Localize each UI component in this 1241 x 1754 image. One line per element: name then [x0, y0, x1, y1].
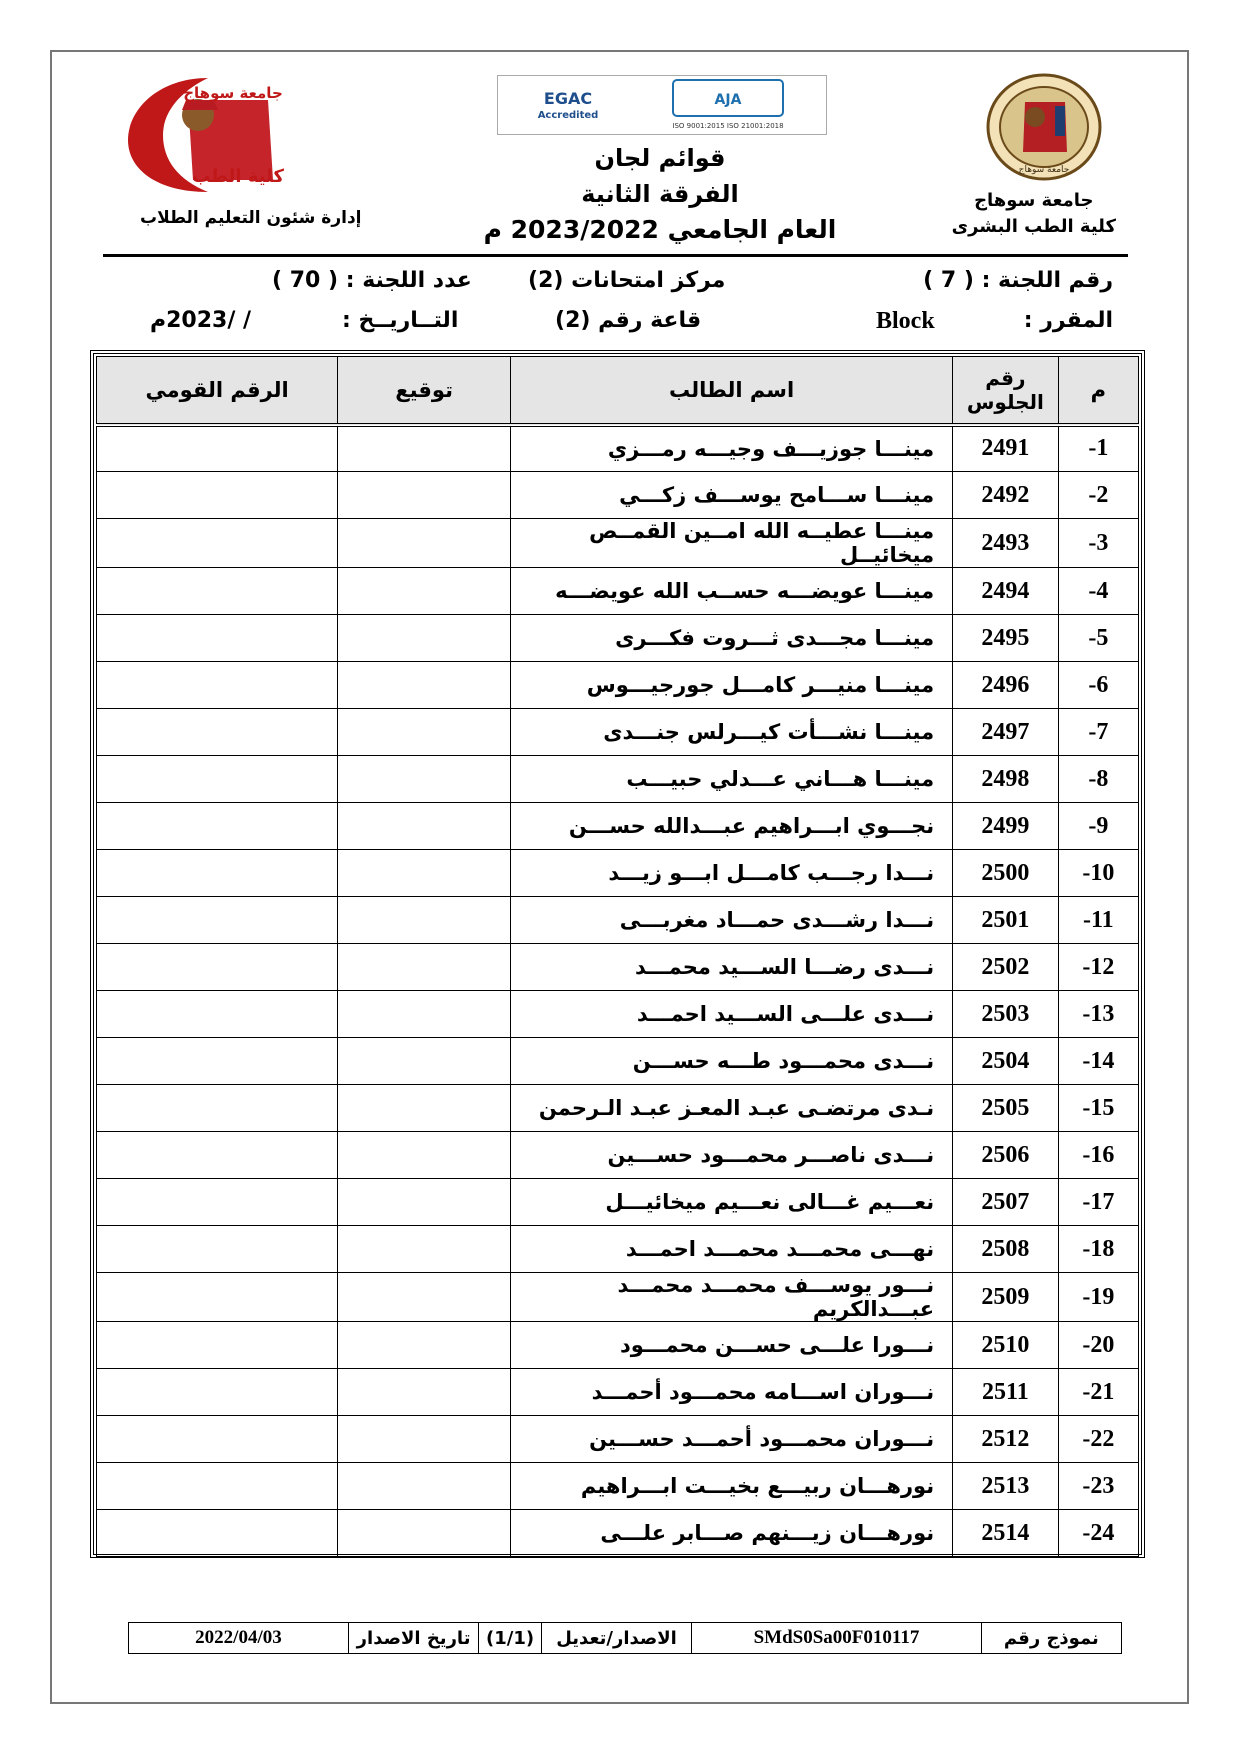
table-row [97, 1463, 1139, 1510]
year-group: الفرقة الثانية [581, 180, 739, 208]
row-index: 21- [1058, 1369, 1138, 1416]
table-row [97, 1510, 1139, 1557]
seat-number: 2499 [953, 803, 1059, 850]
national-id-cell [97, 1322, 338, 1369]
seat-number: 2498 [953, 756, 1059, 803]
seat-number: 2504 [953, 1038, 1059, 1085]
iso-label: ISO 9001:2015 ISO 21001:2018 [672, 122, 784, 130]
seat-number: 2514 [953, 1510, 1059, 1557]
document-title: قوائم لجان [594, 144, 726, 172]
signature-cell [338, 1179, 511, 1226]
issue-date: 2022/04/03 [195, 1627, 282, 1648]
academic-year: العام الجامعي 2023/2022 م [483, 215, 837, 244]
national-id-cell [97, 1085, 338, 1132]
national-id-cell [97, 425, 338, 472]
col-header-m: م [1058, 357, 1138, 425]
signature-cell [338, 615, 511, 662]
seat-number: 2495 [953, 615, 1059, 662]
signature-cell [338, 897, 511, 944]
table-row [97, 1226, 1139, 1273]
table-row [97, 1085, 1139, 1132]
col-header-signature: توقيع [338, 357, 511, 425]
national-id-cell [97, 1132, 338, 1179]
committee-table [90, 350, 1145, 1558]
svg-text:جامعة سوهاج: جامعة سوهاج [183, 84, 283, 102]
seat-number: 2511 [953, 1369, 1059, 1416]
seat-number: 2513 [953, 1463, 1059, 1510]
signature-cell [338, 568, 511, 615]
row-index: 16- [1058, 1132, 1138, 1179]
table-row [97, 425, 1139, 472]
signature-cell [338, 1132, 511, 1179]
national-id-cell [97, 991, 338, 1038]
course-value: Block [876, 308, 935, 334]
seat-number: 2509 [953, 1273, 1059, 1322]
student-name: نـــدى محمـــود طـــه حســـن [511, 1038, 953, 1085]
seat-number: 2493 [953, 519, 1059, 568]
table-row [97, 472, 1139, 519]
row-index: 15- [1058, 1085, 1138, 1132]
row-index: 22- [1058, 1416, 1138, 1463]
seat-number: 2501 [953, 897, 1059, 944]
form-number: SMdS0Sa00F010117 [691, 1623, 981, 1653]
table-row [97, 850, 1139, 897]
signature-cell [338, 850, 511, 897]
student-name: نـــدا رشـــدى حمـــاد مغربـــى [511, 897, 953, 944]
student-name: مينـــا عطيــه الله امــين القمــص ميخائيــل [511, 519, 953, 568]
revision-value: (1/1) [478, 1623, 541, 1653]
egac-label: EGAC [543, 89, 593, 108]
seat-number: 2508 [953, 1226, 1059, 1273]
table-row [97, 1322, 1139, 1369]
seat-number: 2497 [953, 709, 1059, 756]
col-header-name: اسم الطالب [511, 357, 953, 425]
seat-number: 2491 [953, 425, 1059, 472]
table-row [97, 615, 1139, 662]
seat-number: 2502 [953, 944, 1059, 991]
table-header-row [97, 357, 1139, 425]
signature-cell [338, 519, 511, 568]
table-row [97, 709, 1139, 756]
date-value: / /2023م [150, 308, 252, 333]
signature-cell [338, 472, 511, 519]
signature-cell [338, 1322, 511, 1369]
seat-number: 2500 [953, 850, 1059, 897]
signature-cell [338, 662, 511, 709]
signature-cell [338, 991, 511, 1038]
seat-number: 2496 [953, 662, 1059, 709]
department-name: إدارة شئون التعليم الطلاب [140, 208, 362, 228]
signature-cell [338, 944, 511, 991]
table-row [97, 662, 1139, 709]
seat-number: 2494 [953, 568, 1059, 615]
national-id-cell [97, 1463, 338, 1510]
committee-count [272, 268, 472, 293]
signature-cell [338, 1085, 511, 1132]
form-footer [128, 1622, 1122, 1654]
national-id-cell [97, 1416, 338, 1463]
student-name: نـــدى رضـــا الســـيد محمـــد [511, 944, 953, 991]
accreditation-banner [497, 75, 827, 135]
national-id-cell [97, 472, 338, 519]
row-index: 4- [1058, 568, 1138, 615]
student-name: مينـــا هـــاني عـــدلي حبيـــب [511, 756, 953, 803]
table-row [97, 568, 1139, 615]
student-name: مينـــا مجـــدى ثـــروت فكـــرى [511, 615, 953, 662]
student-name: نـــور يوســـف محمـــد محمـــد عبـــدالكريم [511, 1273, 953, 1322]
course-label: المقرر : [1023, 308, 1113, 333]
national-id-cell [97, 1273, 338, 1322]
committee-number-value: ( 7 ) [923, 268, 974, 293]
svg-text:جامعة سوهاج: جامعة سوهاج [1018, 165, 1070, 175]
table-row [97, 1038, 1139, 1085]
student-name: مينـــا منيـــر كامـــل جورجيـــوس [511, 662, 953, 709]
national-id-cell [97, 1179, 338, 1226]
signature-cell [338, 425, 511, 472]
signature-cell [338, 1369, 511, 1416]
student-name: نـــدا رجـــب كامـــل ابـــو زيـــد [511, 850, 953, 897]
seat-number: 2512 [953, 1416, 1059, 1463]
row-index: 1- [1058, 425, 1138, 472]
signature-cell [338, 1273, 511, 1322]
date-label: التــاريــخ : [342, 308, 459, 333]
row-index: 12- [1058, 944, 1138, 991]
national-id-cell [97, 1369, 338, 1416]
student-name: نهـــى محمـــد محمـــد احمـــد [511, 1226, 953, 1273]
svg-text:كلية الطب: كلية الطب [192, 166, 284, 187]
student-name: نـــورا علـــى حســـن محمـــود [511, 1322, 953, 1369]
table-row [97, 944, 1139, 991]
issue-date-label: تاريخ الاصدار [348, 1623, 478, 1653]
national-id-cell [97, 568, 338, 615]
national-id-cell [97, 803, 338, 850]
row-index: 3- [1058, 519, 1138, 568]
student-name: نـــوران اســـامه محمـــود أحمـــد [511, 1369, 953, 1416]
signature-cell [338, 1416, 511, 1463]
table-row [97, 756, 1139, 803]
national-id-cell [97, 1226, 338, 1273]
row-index: 11- [1058, 897, 1138, 944]
row-index: 19- [1058, 1273, 1138, 1322]
egac-sub: Accredited [537, 110, 599, 121]
row-index: 14- [1058, 1038, 1138, 1085]
student-name: نجـــوي ابـــراهيم عبـــدالله حســـن [511, 803, 953, 850]
table-row [97, 1416, 1139, 1463]
student-name: مينـــا جوزيـــف وجيـــه رمـــزي [511, 425, 953, 472]
student-name: نورهـــان زيـــنهم صـــابر علـــى [511, 1510, 953, 1557]
signature-cell [338, 803, 511, 850]
aja-label: AJA [714, 92, 742, 108]
national-id-cell [97, 1038, 338, 1085]
committee-count-value: ( 70 ) [272, 268, 339, 293]
university-name: جامعة سوهاج [974, 190, 1094, 211]
signature-cell [338, 1463, 511, 1510]
student-name: نعـــيم غـــالى نعـــيم ميخائيـــل [511, 1179, 953, 1226]
national-id-cell [97, 756, 338, 803]
signature-cell [338, 1038, 511, 1085]
national-id-cell [97, 519, 338, 568]
signature-cell [338, 709, 511, 756]
table-row [97, 897, 1139, 944]
row-index: 7- [1058, 709, 1138, 756]
row-index: 8- [1058, 756, 1138, 803]
signature-cell [338, 1510, 511, 1557]
national-id-cell [97, 615, 338, 662]
institution-block [952, 188, 1116, 240]
form-number-label: نموذج رقم [981, 1623, 1121, 1653]
committee-number [923, 268, 1113, 293]
student-name: نـدى مرتضـى عبـد المعـز عبـد الـرحمن [511, 1085, 953, 1132]
national-id-cell [97, 1510, 338, 1557]
student-name: نـــدى علـــى الســـيد احمـــد [511, 991, 953, 1038]
table-row [97, 1132, 1139, 1179]
row-index: 9- [1058, 803, 1138, 850]
col-header-national-id: الرقم القومي [97, 357, 338, 425]
row-index: 18- [1058, 1226, 1138, 1273]
table-row [97, 519, 1139, 568]
header-titles [440, 140, 880, 248]
national-id-cell [97, 709, 338, 756]
national-id-cell [97, 897, 338, 944]
row-index: 24- [1058, 1510, 1138, 1557]
seat-number: 2510 [953, 1322, 1059, 1369]
row-index: 17- [1058, 1179, 1138, 1226]
student-name: نورهـــان ربيـــع بخيـــت ابـــراهيم [511, 1463, 953, 1510]
seat-number: 2506 [953, 1132, 1059, 1179]
table-row [97, 1179, 1139, 1226]
table-row [97, 803, 1139, 850]
row-index: 23- [1058, 1463, 1138, 1510]
national-id-cell [97, 662, 338, 709]
student-name: نـــدى ناصـــر محمـــود حســـين [511, 1132, 953, 1179]
row-index: 5- [1058, 615, 1138, 662]
faculty-logo [118, 70, 298, 200]
national-id-cell [97, 944, 338, 991]
seat-number: 2507 [953, 1179, 1059, 1226]
faculty-name: كلية الطب البشرى [951, 216, 1116, 237]
signature-cell [338, 756, 511, 803]
table-row [97, 1369, 1139, 1416]
hall-number: قاعة رقم (2) [555, 308, 702, 333]
row-index: 2- [1058, 472, 1138, 519]
student-name: مينـــا عويضـــه حســب الله عويضـــه [511, 568, 953, 615]
signature-cell [338, 1226, 511, 1273]
exam-center: مركز امتحانات (2) [528, 268, 726, 293]
header-divider [103, 254, 1128, 257]
seat-number: 2505 [953, 1085, 1059, 1132]
student-name: مينـــا نشـــأت كيـــرلس جنـــدى [511, 709, 953, 756]
seat-number: 2503 [953, 991, 1059, 1038]
student-name: نـــوران محمـــود أحمـــد حســـين [511, 1416, 953, 1463]
col-header-seat: رقم الجلوس [953, 357, 1059, 425]
committee-count-label: عدد اللجنة : [345, 268, 472, 293]
revision-label: الاصدار/تعديل [541, 1623, 691, 1653]
row-index: 20- [1058, 1322, 1138, 1369]
committee-number-label: رقم اللجنة : [981, 268, 1113, 293]
university-seal [985, 72, 1103, 182]
table-row [97, 1273, 1139, 1322]
student-name: مينـــا ســـامح يوســـف زكـــي [511, 472, 953, 519]
row-index: 10- [1058, 850, 1138, 897]
table-row [97, 991, 1139, 1038]
national-id-cell [97, 850, 338, 897]
row-index: 13- [1058, 991, 1138, 1038]
seat-number: 2492 [953, 472, 1059, 519]
row-index: 6- [1058, 662, 1138, 709]
